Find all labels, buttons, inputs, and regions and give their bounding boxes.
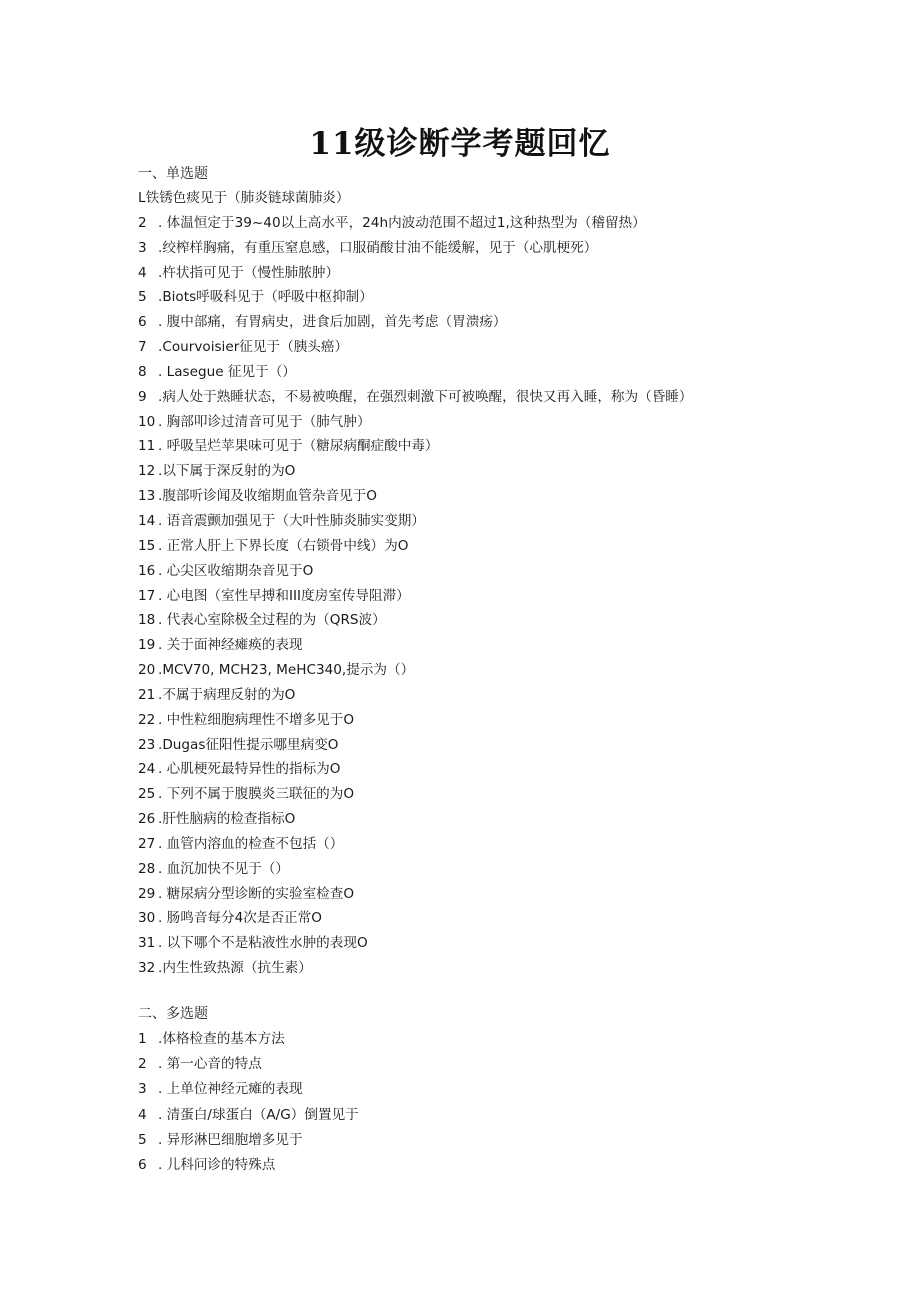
item-text: .腹部听诊闻及收缩期血管杂音见于O xyxy=(158,488,377,505)
item-number: 17 xyxy=(138,587,156,604)
item-number: 23 xyxy=(138,736,156,753)
item-text: .体格检查的基本方法 xyxy=(158,1031,285,1047)
item-text: .杵状指可见于（慢性肺脓肿） xyxy=(158,264,340,281)
item-text: . 以下哪个不是粘液性水肿的表现O xyxy=(158,935,368,952)
item-number: 3 xyxy=(138,239,147,256)
item-number: 19 xyxy=(138,637,156,654)
item-number: 3 xyxy=(138,1081,147,1098)
item-text: . 血沉加快不见于（） xyxy=(158,860,289,877)
item-number: 22 xyxy=(138,711,156,728)
item-text: .内生性致热源（抗生素） xyxy=(158,960,312,977)
item-text: . 异形淋巴细胞增多见于 xyxy=(158,1131,303,1148)
item-number: 18 xyxy=(138,612,156,629)
list-item xyxy=(138,360,692,385)
item-text: . 血管内溶血的检查不包括（） xyxy=(158,835,344,852)
item-text: . 心肌梗死最特异性的指标为O xyxy=(158,761,341,778)
item-number: 1 xyxy=(138,1031,147,1047)
item-number: 15 xyxy=(138,537,156,554)
list-item xyxy=(138,1103,359,1128)
item-text: . 正常人肝上下界长度（右锁骨中线）为O xyxy=(158,537,409,554)
list-item xyxy=(138,534,692,559)
item-text: . 第一心音的特点 xyxy=(158,1056,262,1073)
item-text: . Lasegue 征见于（） xyxy=(158,363,296,380)
list-item xyxy=(138,633,692,658)
item-number: 31 xyxy=(138,935,156,952)
list-item xyxy=(138,385,692,410)
list-item xyxy=(138,211,692,236)
list-item xyxy=(138,832,692,857)
list-item xyxy=(138,1027,359,1052)
item-number: 10 xyxy=(138,413,156,430)
list-item xyxy=(138,410,692,435)
list-item xyxy=(138,757,692,782)
item-number: 30 xyxy=(138,910,156,927)
item-text: . 代表心室除极全过程的为（QRS波） xyxy=(158,612,386,629)
item-text: . 体温恒定于39~40以上高水平，24h内波动范围不超过1,这种热型为（稽留热） xyxy=(158,214,646,231)
list-item xyxy=(138,708,692,733)
item-text: . 下列不属于腹膜炎三联征的为O xyxy=(158,786,355,803)
list-item xyxy=(138,261,692,286)
item-text: .以下属于深反射的为O xyxy=(158,463,296,480)
list-item xyxy=(138,310,692,335)
list-item xyxy=(138,236,692,261)
item-number: 2 xyxy=(138,214,147,231)
item-number: 28 xyxy=(138,860,156,877)
item-number: 14 xyxy=(138,512,156,529)
document-title: 11级诊断学考题回忆 xyxy=(309,126,611,162)
item-text: .绞榨样胸痛，有重压窒息感，口服硝酸甘油不能缓解，见于（心肌梗死） xyxy=(158,239,598,256)
list-item xyxy=(138,1128,359,1153)
item-text: . 中性粒细胞病理性不增多见于O xyxy=(158,711,355,728)
item-text: . 胸部叩诊过清音可见于（肺气肿） xyxy=(158,413,371,430)
multiple-choice-list xyxy=(138,1027,359,1178)
list-item xyxy=(138,584,692,609)
item-text: . 心尖区收缩期杂音见于O xyxy=(158,562,314,579)
list-item xyxy=(138,782,692,807)
item-text: .肝性脑病的检查指标O xyxy=(158,811,296,828)
item-text: . 关于面神经瘫痪的表现 xyxy=(158,637,303,654)
item-text: L铁锈色痰见于（肺炎链球菌肺炎） xyxy=(138,190,350,206)
item-text: . 呼吸呈烂苹果味可见于（糖尿病酮症酸中毒） xyxy=(158,438,439,455)
list-item xyxy=(138,285,692,310)
item-number: 24 xyxy=(138,761,156,778)
item-number: 4 xyxy=(138,264,147,281)
item-number: 12 xyxy=(138,463,156,480)
item-number: 11 xyxy=(138,438,156,455)
item-text: .Courvoisier征见于（胰头癌） xyxy=(158,339,349,356)
list-item xyxy=(138,733,692,758)
item-number: 9 xyxy=(138,388,147,405)
item-number: 21 xyxy=(138,686,156,703)
list-item xyxy=(138,658,692,683)
list-item xyxy=(138,807,692,832)
item-text: .Biots呼吸科见于（呼吸中枢抑制） xyxy=(158,289,373,306)
list-item xyxy=(138,509,692,534)
list-item xyxy=(138,559,692,584)
item-text: .病人处于熟睡状态，不易被唤醒，在强烈刺激下可被唤醒，很快又再入睡，称为（昏睡） xyxy=(158,388,693,405)
item-text: . 上单位神经元瘫的表现 xyxy=(158,1081,303,1098)
item-text: . 心电图（室性早搏和III度房室传导阻滞） xyxy=(158,587,410,604)
item-number: 2 xyxy=(138,1056,147,1073)
item-number: 29 xyxy=(138,885,156,902)
list-item xyxy=(138,683,692,708)
item-text: . 腹中部痛，有胃病史，进食后加剧，首先考虑（胃溃疡） xyxy=(158,314,507,331)
item-text: . 儿科问诊的特殊点 xyxy=(158,1156,276,1173)
item-text: . 肠鸣音每分4次是否正常O xyxy=(158,910,322,927)
item-text: .不属于病理反射的为O xyxy=(158,686,296,703)
item-number: 5 xyxy=(138,289,147,306)
list-item xyxy=(138,1052,359,1077)
item-number: 27 xyxy=(138,835,156,852)
item-number: 6 xyxy=(138,314,147,331)
item-text: . 糖尿病分型诊断的实验室检查O xyxy=(158,885,355,902)
list-item xyxy=(138,186,692,211)
list-item xyxy=(138,857,692,882)
item-number: 7 xyxy=(138,339,147,356)
section-single-choice-heading: 一、单选题 xyxy=(138,166,208,182)
list-item xyxy=(138,956,692,981)
list-item xyxy=(138,484,692,509)
list-item xyxy=(138,882,692,907)
item-number: 4 xyxy=(138,1106,147,1123)
list-item xyxy=(138,1153,359,1178)
list-item xyxy=(138,459,692,484)
item-number: 32 xyxy=(138,960,156,977)
item-text: . 语音震颤加强见于（大叶性肺炎肺实变期） xyxy=(158,512,425,529)
list-item xyxy=(138,608,692,633)
item-text: .MCV70, MCH23, MeHC340,提示为（） xyxy=(158,662,415,679)
section-multiple-choice-heading: 二、多选题 xyxy=(138,1006,208,1022)
item-number: 16 xyxy=(138,562,156,579)
list-item xyxy=(138,1077,359,1102)
item-number: 26 xyxy=(138,811,156,828)
item-number: 6 xyxy=(138,1156,147,1173)
single-choice-list xyxy=(138,186,692,981)
list-item xyxy=(138,434,692,459)
list-item xyxy=(138,906,692,931)
list-item xyxy=(138,931,692,956)
item-number: 8 xyxy=(138,363,147,380)
item-text: .Dugas征阳性提示哪里病变O xyxy=(158,736,339,753)
item-number: 13 xyxy=(138,488,156,505)
item-number: 20 xyxy=(138,662,156,679)
list-item xyxy=(138,335,692,360)
item-text: . 清蛋白/球蛋白（A/G）倒置见于 xyxy=(158,1106,359,1123)
item-number: 5 xyxy=(138,1131,147,1148)
item-number: 25 xyxy=(138,786,156,803)
